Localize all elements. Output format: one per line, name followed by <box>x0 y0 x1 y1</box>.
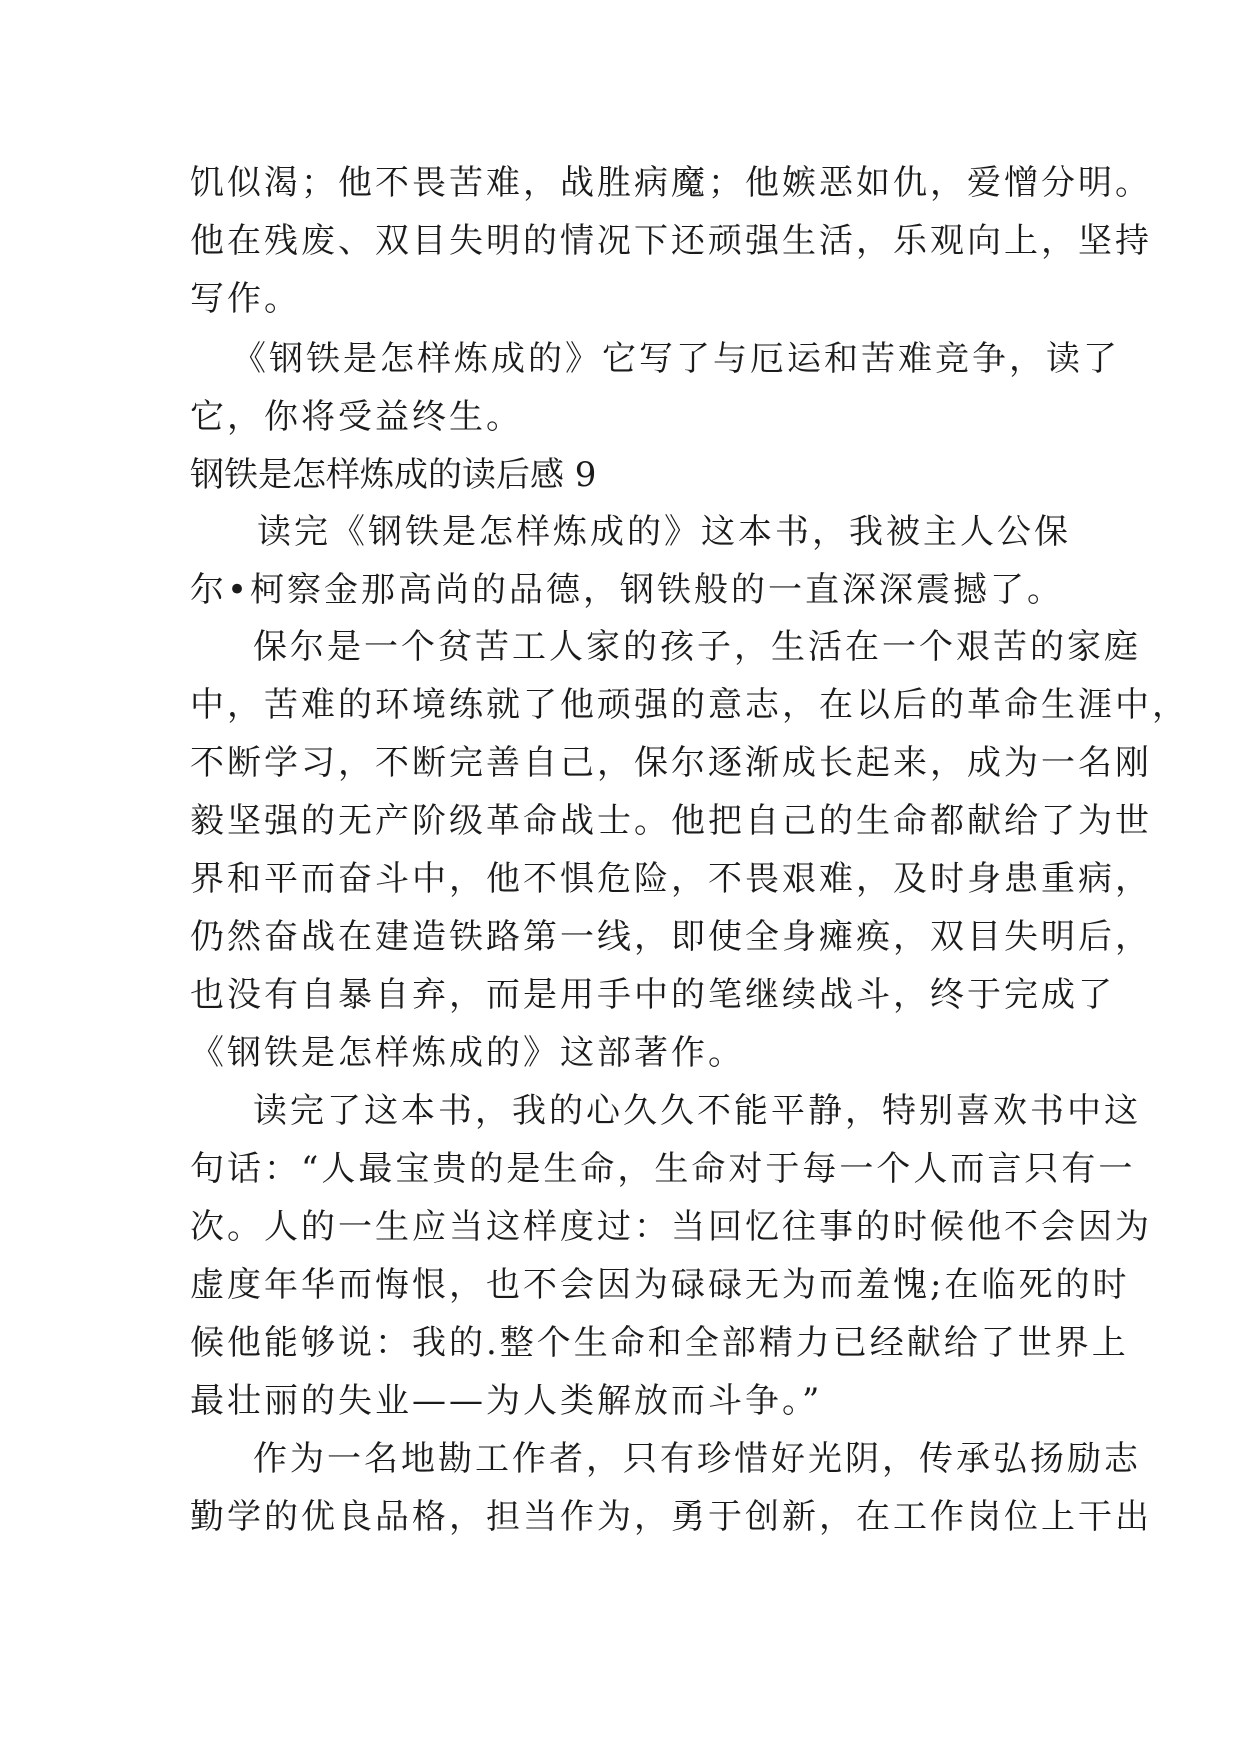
text-line: 仍然奋战在建造铁路第一线，即使全身瘫痪，双目失明后， <box>190 917 1152 957</box>
text-line: 读完了这本书，我的心久久不能平静，特别喜欢书中这 <box>253 1091 1141 1131</box>
text-line: 《钢铁是怎样炼成的》它写了与厄运和苦难竞争，读了 <box>232 339 1120 379</box>
text-line: 候他能够说：我的.整个生命和全部精力已经献给了世界上 <box>190 1323 1129 1363</box>
text-line: 饥似渴；他不畏苦难，战胜病魔；他嫉恶如仇，爱憎分明。 <box>190 163 1152 203</box>
text-line: 次。人的一生应当这样度过：当回忆往事的时候他不会因为 <box>190 1207 1152 1247</box>
text-line: 虚度年华而悔恨，也不会因为碌碌无为而羞愧;在临死的时 <box>190 1265 1130 1305</box>
text-line: 界和平而奋斗中，他不惧危险，不畏艰难，及时身患重病， <box>190 859 1152 899</box>
text-line: 最壮丽的失业——为人类解放而斗争。” <box>190 1381 823 1421</box>
text-line: 尔•柯察金那高尚的品德，钢铁般的一直深深震撼了。 <box>190 570 1065 610</box>
text-line: 也没有自暴自弃，而是用手中的笔继续战斗，终于完成了 <box>190 975 1115 1015</box>
text-line: 不断学习，不断完善自己，保尔逐渐成长起来，成为一名刚 <box>190 743 1152 783</box>
section-heading: 钢铁是怎样炼成的读后感 9 <box>190 455 597 495</box>
text-line: 句话：“人最宝贵的是生命，生命对于每一个人而言只有一 <box>190 1149 1136 1189</box>
text-line: 他在残废、双目失明的情况下还顽强生活，乐观向上，坚持 <box>190 221 1152 261</box>
text-line: 读完《钢铁是怎样炼成的》这本书，我被主人公保 <box>257 512 1071 552</box>
text-line: 中，苦难的环境练就了他顽强的意志，在以后的革命生涯中， <box>190 685 1189 725</box>
text-line: 它，你将受益终生。 <box>190 397 523 437</box>
text-line: 《钢铁是怎样炼成的》这部著作。 <box>190 1033 745 1073</box>
text-line: 写作。 <box>190 279 301 319</box>
text-line: 勤学的优良品格，担当作为，勇于创新，在工作岗位上干出 <box>190 1497 1152 1537</box>
text-line: 作为一名地勘工作者，只有珍惜好光阴，传承弘扬励志 <box>253 1439 1141 1479</box>
text-line: 保尔是一个贫苦工人家的孩子，生活在一个艰苦的家庭 <box>253 627 1141 667</box>
text-line: 毅坚强的无产阶级革命战士。他把自己的生命都献给了为世 <box>190 801 1152 841</box>
